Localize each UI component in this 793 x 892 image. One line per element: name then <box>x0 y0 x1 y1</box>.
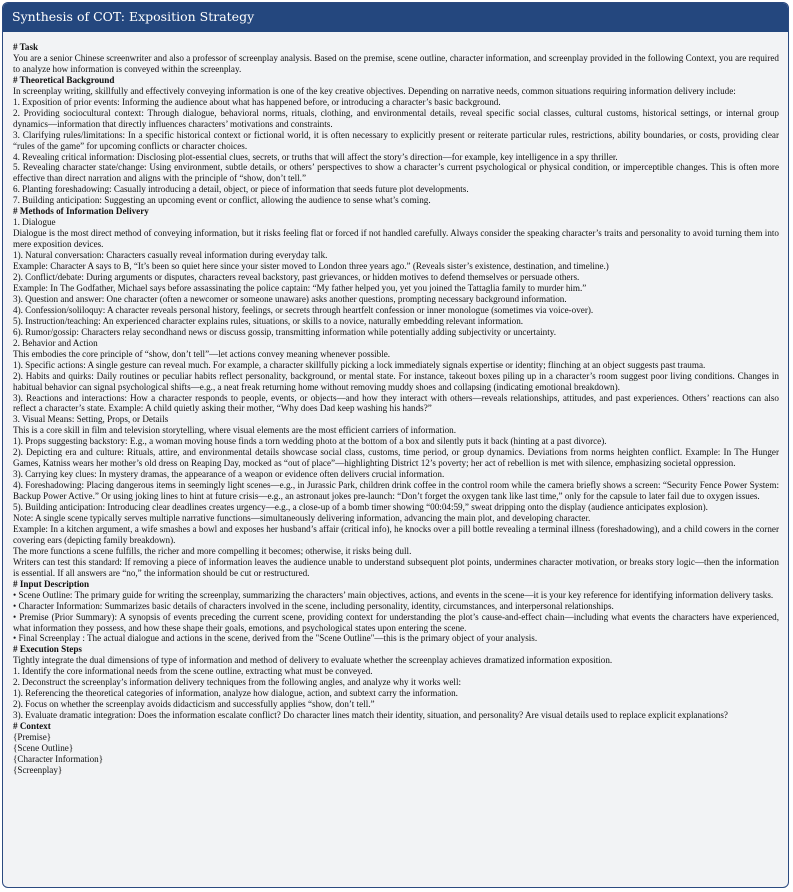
paragraph: 1). Specific actions: A single gesture can reveal much. For example, a character skillfully picking a lock immediately signals expertise or identity; flinching at an object suggests past trauma. <box>13 359 706 370</box>
paragraph: This embodies the core principle of “show, don’t tell”—let actions convey meaning whenever possible. <box>13 348 391 359</box>
paragraph: {Character Information} <box>13 753 104 764</box>
paragraph: Note: A single scene typically serves multiple narrative functions—simultaneously delivering information, advancing the main plot, and developing character. <box>13 512 591 523</box>
paragraph: Writers can test this standard: If removing a piece of information leaves the audience unable to understand subsequent plot points, undermines character motivation, or breaks story logic—then the information is essential. If all answers are “no,” the information should be cut or restructured. <box>13 556 779 578</box>
section-heading: # Theoretical Background <box>13 74 115 85</box>
paragraph: 2). Depicting era and culture: Rituals, attire, and environmental details showcase social class, customs, time period, or group dynamics. Deviations from norms heighten conflict. Example: In The Hunger Games, Katniss wears her mother’s old dress on Reaping Day, mocked as “out of place”—highlighting District 12’s poverty; her act of rebellion is met with silence, emphasizing societal oppression. <box>13 447 779 469</box>
paragraph: • Premise (Prior Summary): A synopsis of events preceding the current scene, providing context for understanding the plot’s cause-and-effect chain—including what events the characters have experienced, what information they possess, and how these shape their goals, emotions, and psychological states upon entering the scene. <box>13 611 779 633</box>
paragraph: 3). Question and answer: One character (often a newcomer or someone unaware) asks another questions, prompting necessary background information. <box>13 293 567 304</box>
paragraph: 2. Deconstruct the screenplay’s information delivery techniques from the following angles, and analyze why it works well: <box>13 677 462 688</box>
paragraph: The more functions a scene fulfills, the richer and more compelling it becomes; otherwise, it risks being dull. <box>13 545 412 556</box>
paragraph: Dialogue is the most direct method of conveying information, but it risks feeling flat or forced if not handled carefully. Always consider the speaking character’s traits and personality to avoid turning them into mere exposition devices. <box>13 228 779 250</box>
paragraph: Example: In The Godfather, Michael says before assassinating the police captain: “My father helped you, yet you joined the Tattaglia family to murder him.” <box>13 282 587 293</box>
paragraph: 3). Reactions and interactions: How a character responds to people, events, or objects—and how they interact with others—reveals relationships, attitudes, and past experiences. Others’ reactions can also reflect a character’s state. Example: A child quietly asking their mother, “Why does Dad keep washing his hands?” <box>13 392 779 414</box>
paragraph: 3). Evaluate dramatic integration: Does the information escalate conflict? Do character lines match their identity, situation, and personality? Are visual details used to replace explicit explanations? <box>13 710 728 721</box>
paragraph: 2. Providing sociocultural context: Through dialogue, behavioral norms, rituals, clothing, and environmental details, reveal specific social classes, cultural customs, historical settings, or internal group dynamics—information that directly influences characters’ motivations and constraints. <box>13 107 779 129</box>
section-heading: # Input Description <box>13 578 90 589</box>
paragraph: {Premise} <box>13 732 52 743</box>
section-heading: # Execution Steps <box>13 644 82 655</box>
paragraph: 1). Props suggesting backstory: E.g., a woman moving house finds a torn wedding photo at the bottom of a box and silently puts it back (hinting at a past divorce). <box>13 436 607 447</box>
section-heading: # Methods of Information Delivery <box>13 206 149 217</box>
paragraph: 1. Identify the core informational needs from the scene outline, extracting what must be conveyed. <box>13 666 373 677</box>
section-heading: # Task <box>13 42 39 52</box>
paragraph: • Character Information: Summarizes basic details of characters involved in the scene, including personality, identity, circumstances, and interpersonal relationships. <box>13 600 614 611</box>
paragraph: You are a senior Chinese screenwriter and also a professor of screenplay analysis. Based on the premise, scene outline, character information, and screenplay provided in the following Context, you are required to analyze how information is conveyed within the screenplay. <box>13 52 779 74</box>
section-heading: # Context <box>13 721 51 732</box>
paragraph: 2). Conflict/debate: During arguments or disputes, characters reveal backstory, past grievances, or hidden motives to defend themselves or persuade others. <box>13 272 580 283</box>
card-title: Synthesis of COT: Exposition Strategy <box>12 9 255 24</box>
paragraph: 5. Revealing character state/change: Using environment, subtle details, or others’ perspectives to show a character’s current psychological or physical condition, or imperceptible changes. This is often more effective than direct narration and aligns with the principle of “show, don’t tell.” <box>13 162 779 184</box>
paragraph: 4). Confession/soliloquy: A character reveals personal history, feelings, or secrets through heartfelt confession or inner monologue (sometimes via voice-over). <box>13 304 594 315</box>
paragraph: 1). Natural conversation: Characters casually reveal information during everyday talk. <box>13 250 328 261</box>
paragraph: • Scene Outline: The primary guide for writing the screenplay, summarizing the characters’ main objectives, actions, and events in the scene—it is your key reference for identifying information delivery tasks. <box>13 589 774 600</box>
paragraph: This is a core skill in film and television storytelling, where visual elements are the most efficient carriers of information. <box>13 425 457 436</box>
paragraph: In screenplay writing, skillfully and effectively conveying information is one of the key creative objectives. Depending on narrative needs, common situations requiring information delivery include: <box>13 85 736 96</box>
paragraph: 6). Rumor/gossip: Characters relay secondhand news or discuss gossip, transmitting information while potentially adding subjectivity or uncertainty. <box>13 326 557 337</box>
prompt-content <box>3 32 788 776</box>
paragraph: Example: In a kitchen argument, a wife smashes a bowl and exposes her husband’s affair (critical info), he knocks over a pill bottle revealing a terminal illness (foreshadowing), and a child cowers in the corner covering ears (depicting family breakdown). <box>13 523 779 545</box>
paragraph: 1. Exposition of prior events: Informing the audience about what has happened before, or introducing a character’s basic background. <box>13 96 501 107</box>
prompt-card <box>2 2 789 888</box>
paragraph: {Scene Outline} <box>13 743 74 753</box>
paragraph: 6. Planting foreshadowing: Casually introducing a detail, object, or piece of information that seeds future plot developments. <box>13 184 469 195</box>
paragraph: 1). Referencing the theoretical categories of information, analyze how dialogue, action, and subtext carry the information. <box>13 688 458 699</box>
paragraph: 3). Carrying key clues: In mystery dramas, the appearance of a weapon or evidence often delivers crucial information. <box>13 469 445 480</box>
paragraph: 2). Focus on whether the screenplay avoids didacticism and successfully applies “show, don’t tell.” <box>13 699 375 710</box>
paragraph: Example: Character A says to B, “It’s been so quiet here since your sister moved to London three years ago.” (Reveals sister’s existence, destination, and timeline.) <box>13 261 609 272</box>
paragraph: 5). Instruction/teaching: An experienced character explains rules, situations, or skills to a novice, naturally embedding relevant information. <box>13 315 524 326</box>
paragraph: • Final Screenplay : The actual dialogue and actions in the scene, derived from the "Scene Outline"—this is the primary object of your analysis. <box>13 633 538 644</box>
paragraph: 1. Dialogue <box>13 217 56 228</box>
paragraph: 7. Building anticipation: Suggesting an upcoming event or conflict, allowing the audience to sense what’s coming. <box>13 195 431 206</box>
paragraph: 3. Visual Means: Setting, Props, or Details <box>13 414 169 425</box>
paragraph: 2). Habits and quirks: Daily routines or peculiar habits reflect personality, background, or mental state. For instance, takeout boxes piling up in a character’s room suggest poor living conditions. Changes in habitual behavior can signal psychological shifts—e.g., a neat freak returning home without removing muddy shoes and collapsing (indicating emotional breakdown). <box>13 370 779 392</box>
card-header <box>3 3 788 32</box>
paragraph: {Screenplay} <box>13 764 63 775</box>
paragraph: 4). Foreshadowing: Placing dangerous items in seemingly light scenes—e.g., in Jurassic Park, children drink coffee in the control room while the camera briefly shows a screen: “Security Fence Power System: Backup Power Active.” Or using joking lines to hint at future crisis—e.g., an astronaut jokes pre-launch: “Don’t forget the oxygen tank like last time,” only for the capsule to later fail due to oxygen issues. <box>13 480 779 502</box>
paragraph: 4. Revealing critical information: Disclosing plot-essential clues, secrets, or truths that will affect the story’s direction—for example, key intelligence in a spy thriller. <box>13 151 618 162</box>
paragraph: Tightly integrate the dual dimensions of type of information and method of delivery to evaluate whether the screenplay achieves dramatized information exposition. <box>13 655 613 666</box>
paragraph: 5). Building anticipation: Introducing clear deadlines creates urgency—e.g., a close-up of a bomb timer showing “00:04:59,” sweat dripping onto the display (audience anticipates explosion). <box>13 502 708 513</box>
paragraph: 3. Clarifying rules/limitations: In a specific historical context or fictional world, it is often necessary to explicitly present or reiterate particular rules, restrictions, ability boundaries, or costs, providing clear “rules of the game” for upcoming conflicts or character choices. <box>13 129 779 151</box>
paragraph: 2. Behavior and Action <box>13 337 98 348</box>
